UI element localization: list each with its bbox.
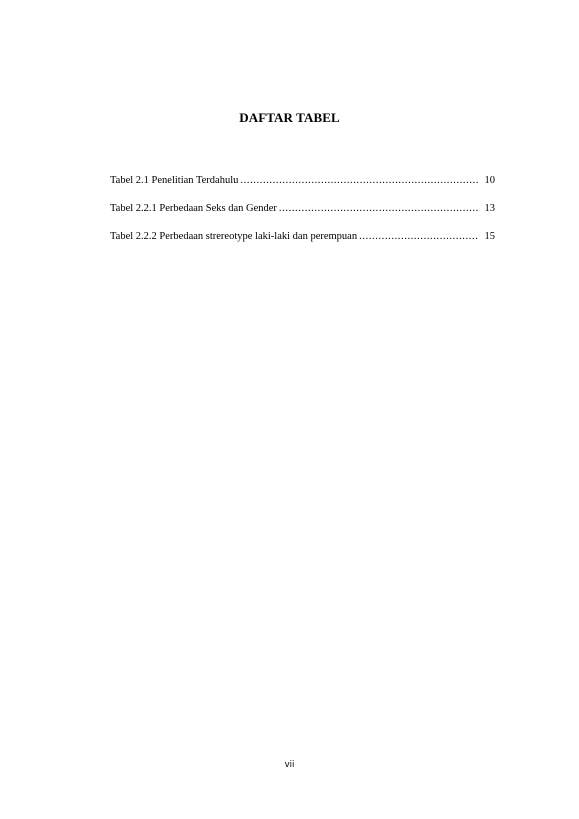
table-list: [110, 175, 495, 259]
table-list-entry[interactable]: [110, 175, 495, 203]
table-list-entry[interactable]: [110, 231, 495, 259]
dot-leader: [279, 203, 478, 214]
dot-leader: [359, 231, 477, 242]
entry-page-number: 15: [484, 231, 495, 242]
entry-page-number: 13: [484, 203, 495, 214]
page-number: vii: [284, 760, 295, 770]
entry-label: Tabel 2.1 Penelitian Terdahulu: [110, 175, 239, 186]
entry-label: Tabel 2.2.1 Perbedaan Seks dan Gender: [110, 203, 277, 214]
page-title: DAFTAR TABEL: [239, 110, 340, 125]
entry-page-number: 10: [484, 175, 495, 186]
entry-label: Tabel 2.2.2 Perbedaan strereotype laki-laki dan perempuan: [110, 231, 358, 242]
dot-leader: [240, 175, 477, 186]
table-list-entry[interactable]: [110, 203, 495, 231]
